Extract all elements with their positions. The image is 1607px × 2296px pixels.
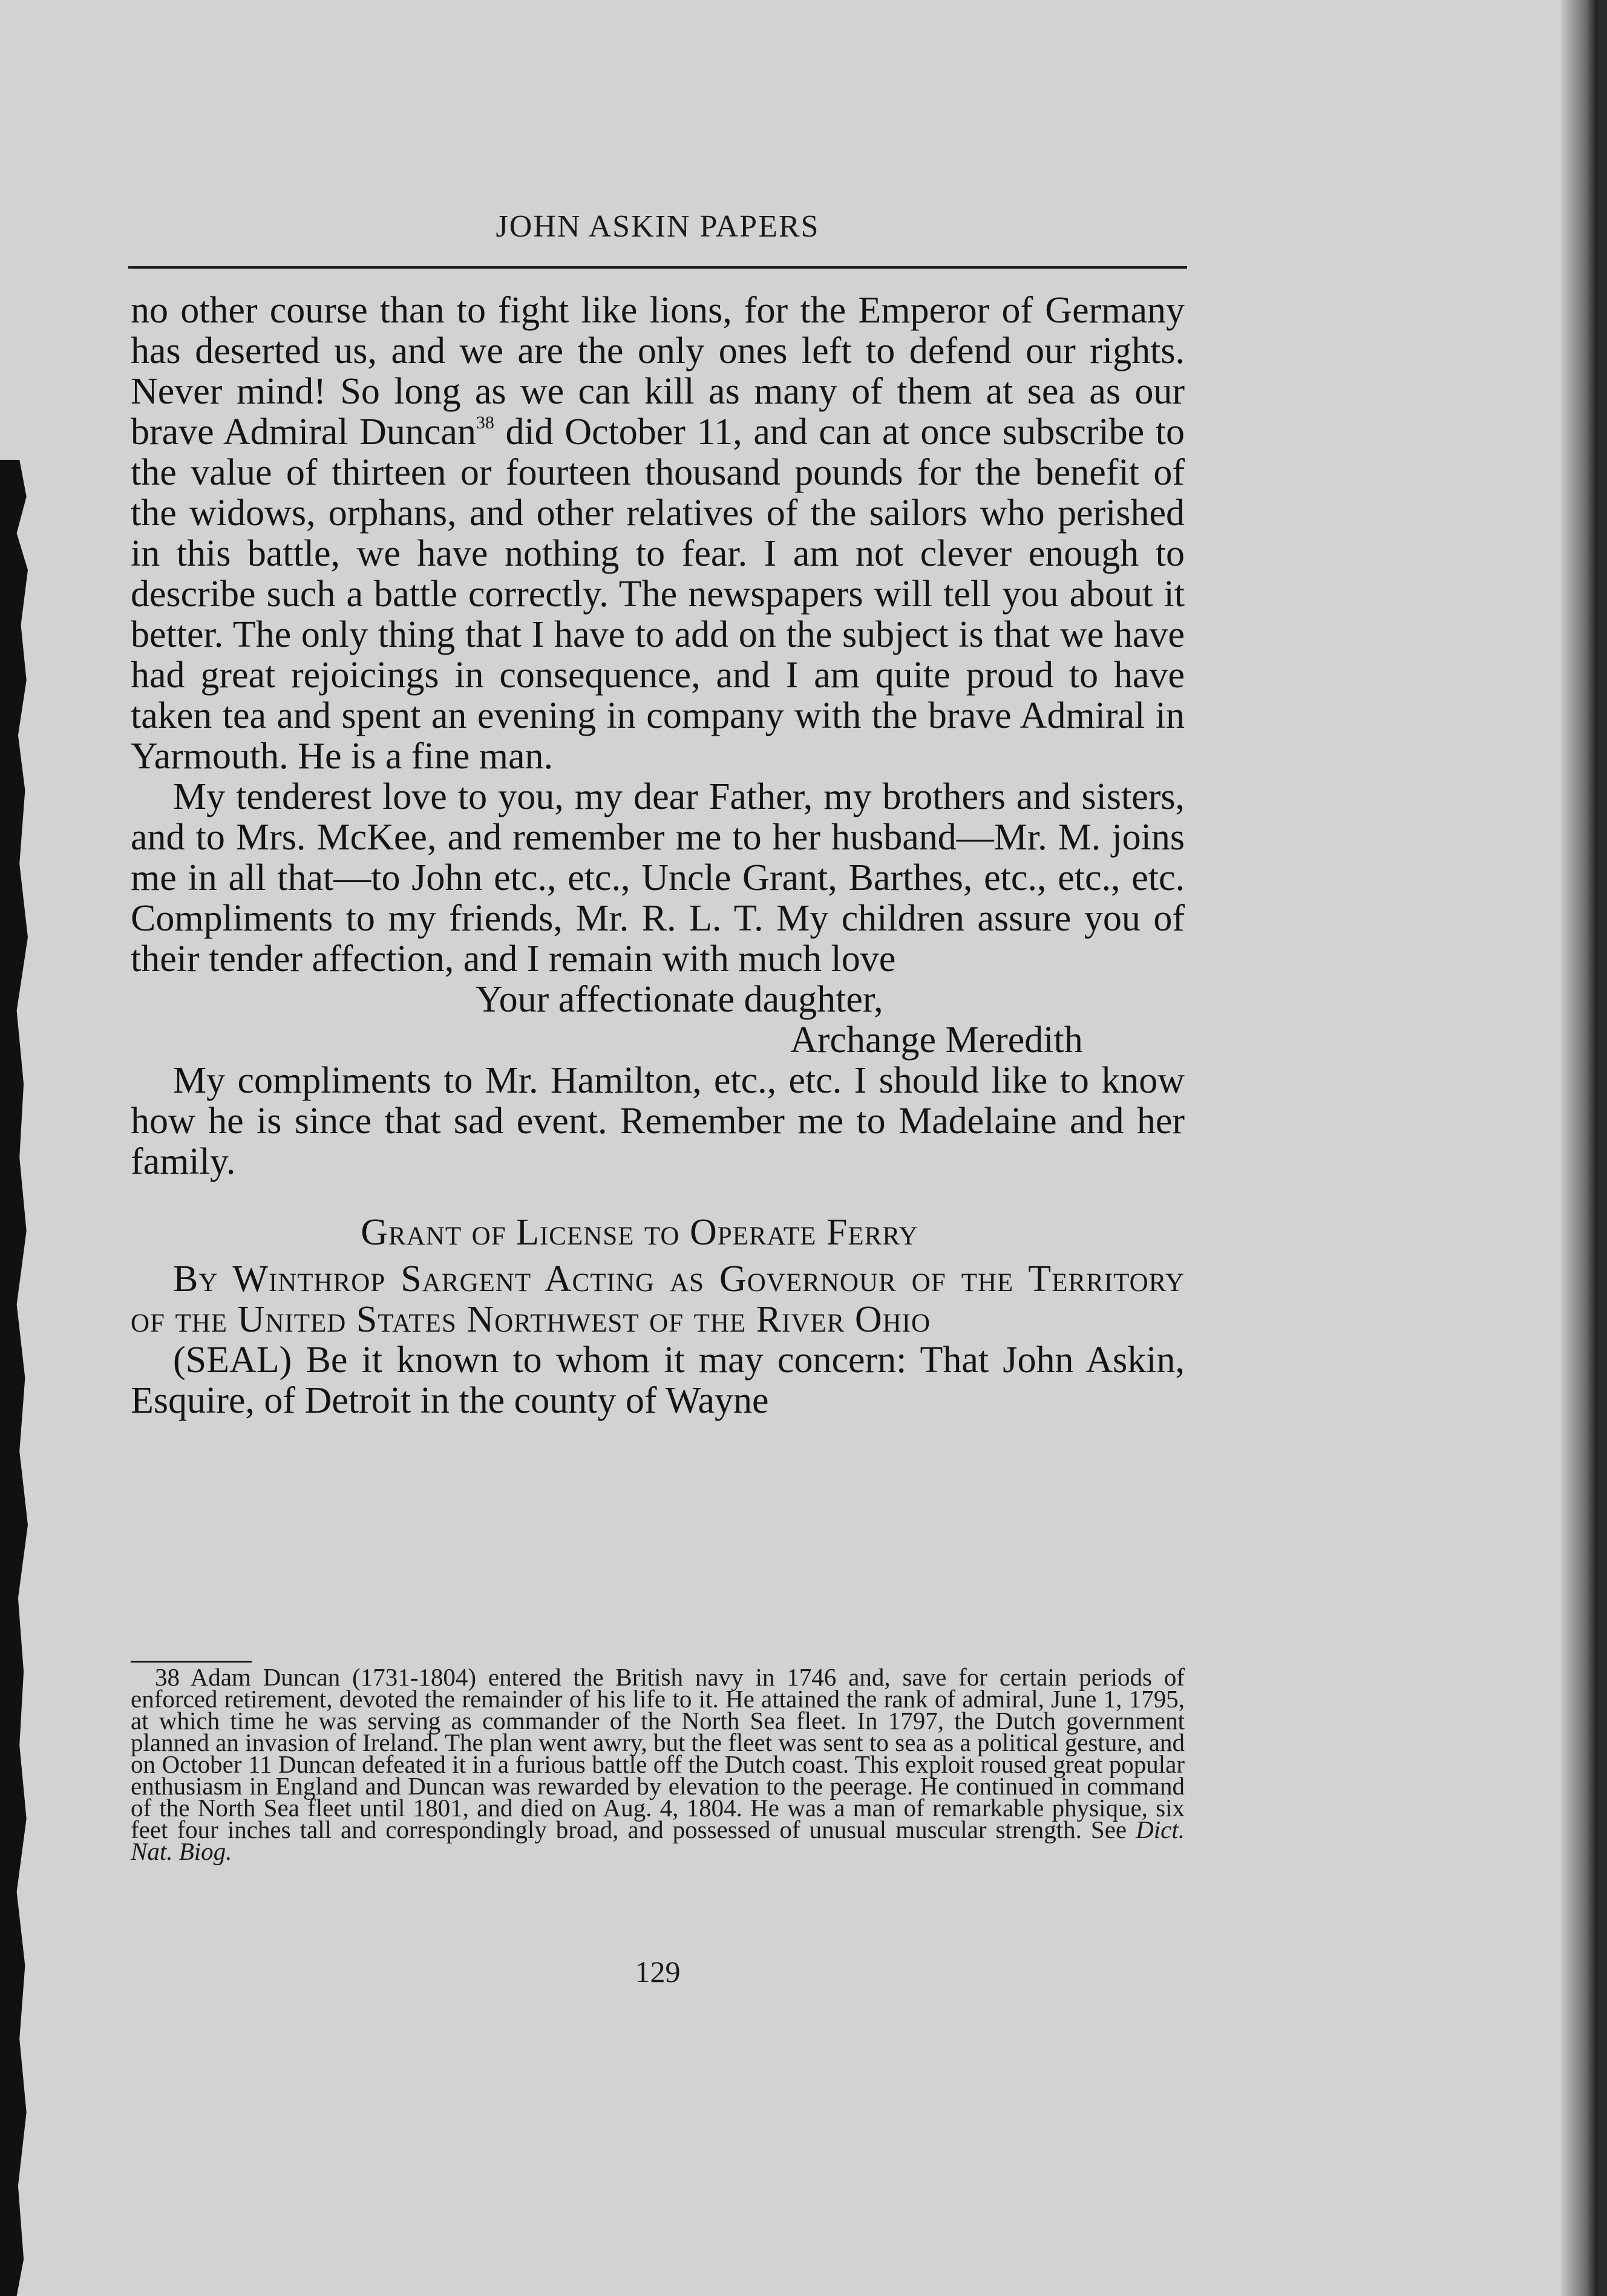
footnote-reference: 38: [476, 413, 494, 433]
footnote-citation: Dict. Nat. Biog.: [131, 1816, 1185, 1865]
page-number: 129: [635, 1955, 681, 1989]
letter-paragraph-1-text: no other course than to fight like lions, for the Emperor of Germany has deserted us, and we are the only ones left to defend our rights. Never mind! So long as we can kill as many of them at sea as our brave Admiral Duncan: [131, 290, 1185, 453]
letter-paragraph-1-continued: did October 11, and can at once subscribe to the value of thirteen or fourteen thousand pounds for the benefit of the widows, orphans, and other relatives of the sailors who perished in this battle, we have nothing to fear. I am not clever enough to describe such a battle correctly. The newspapers will tell you about it better. The only thing that I have to add on the subject is that we have had great rejoicings in consequence, and I am quite proud to have taken tea and spent an evening in company with the brave Admiral in Yarmouth. He is a fine man.: [131, 411, 1185, 777]
footnote-number: 38: [155, 1663, 180, 1691]
footnotes: [131, 1658, 1185, 1865]
page-edge-shadow: [1561, 0, 1597, 2296]
letter-closing: Your affectionate daughter,: [476, 979, 883, 1020]
document-opening: (SEAL) Be it known to whom it may concern: That John Askin, Esquire, of Detroit in the county of Wayne: [131, 1339, 1185, 1421]
running-header: JOHN ASKIN PAPERS: [496, 209, 820, 244]
main-text: [131, 290, 1185, 1421]
letter-signature: Archange Meredith: [790, 1019, 1083, 1061]
torn-left-edge: [0, 460, 28, 2296]
footnote-text: Adam Duncan (1731-1804) entered the British navy in 1746 and, save for certain periods of enforced retirement, devoted the remainder of his life to it. He attained the rank of admiral, June 1, 1795, at which time he was serving as commander of the North Sea fleet. In 1797, the Dutch government planned an invasion of Ireland. The plan went awry, but the fleet was sent to sea as a political gesture, and on October 11 Duncan defeated it in a furious battle off the Dutch coast. This exploit roused great popular enthusiasm in England and Duncan was rewarded by elevation to the peerage. He continued in command of the North Sea fleet until 1801, and died on Aug. 4, 1804. He was a man of remarkable physique, six feet four inches tall and correspondingly broad, and possessed of unusual muscular strength. See: [131, 1663, 1185, 1843]
header-rule: [128, 266, 1187, 269]
letter-paragraph-1: [131, 290, 1185, 777]
footnote-38: [131, 1658, 1185, 1865]
document-heading: By Winthrop Sargent Acting as Governour of the Territory of the United States Northwest of the River Ohio: [131, 1258, 1185, 1340]
letter-paragraph-2: My tenderest love to you, my dear Father, my brothers and sisters, and to Mrs. McKee, and remember me to her husband—Mr. M. joins me in all that—to John etc., etc., Uncle Grant, Barthes, etc., etc., etc. Compliments to my friends, Mr. R. L. T. My children assure you of their tender affection, and I remain with much love: [131, 776, 1185, 980]
letter-postscript: My compliments to Mr. Hamilton, etc., etc. I should like to know how he is since that sad event. Remember me to Madelaine and her family.: [131, 1060, 1185, 1182]
document-title: Grant of License to Operate Ferry: [361, 1212, 918, 1253]
